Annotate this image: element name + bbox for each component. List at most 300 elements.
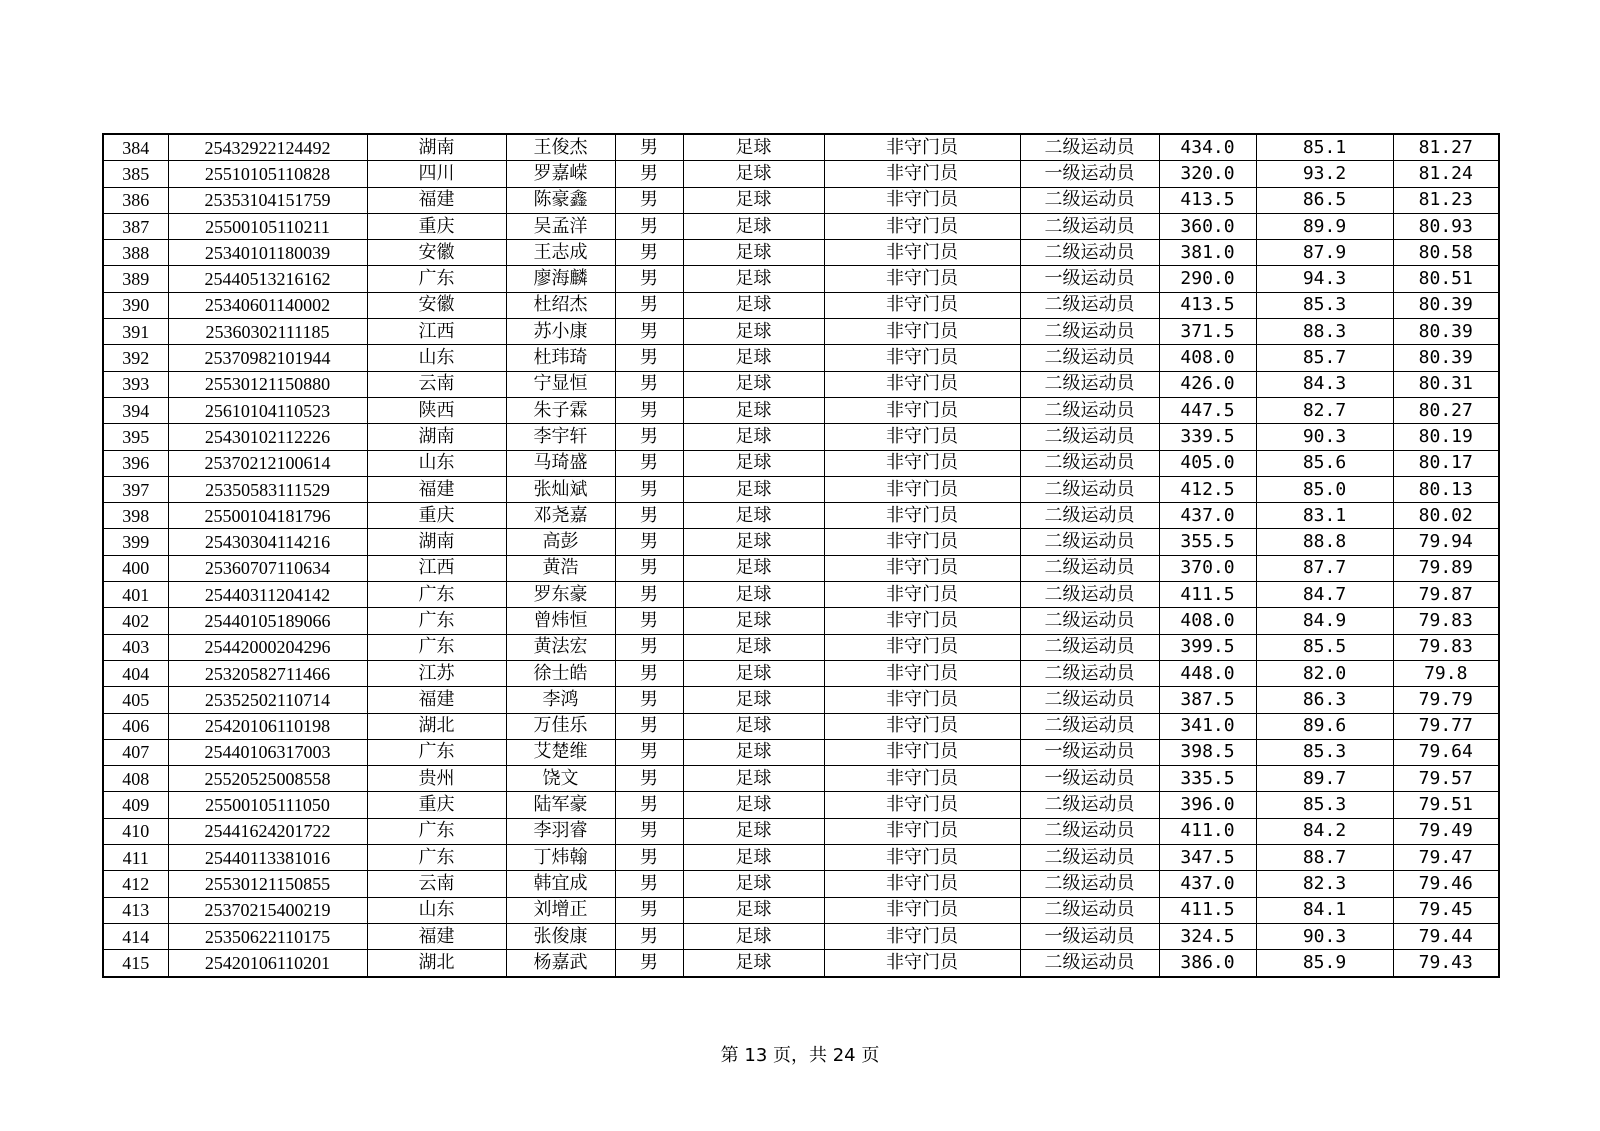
exam-id-cell: 25440311204142	[168, 582, 367, 608]
gender-cell: 男	[615, 634, 683, 660]
sport-score-cell: 84.1	[1256, 897, 1393, 923]
position-cell: 非守门员	[824, 845, 1020, 871]
exam-id-cell: 25530121150880	[168, 371, 367, 397]
table-row	[103, 871, 1499, 897]
province-cell: 安徽	[367, 240, 506, 266]
sport-score-cell: 82.0	[1256, 660, 1393, 686]
row-number-cell: 385	[103, 161, 168, 187]
exam-id-cell: 25500104181796	[168, 503, 367, 529]
gender-cell: 男	[615, 897, 683, 923]
student-name-cell: 苏小康	[506, 319, 615, 345]
sport-cell: 足球	[683, 266, 824, 292]
position-cell: 非守门员	[824, 739, 1020, 765]
total-score-cell: 79.79	[1393, 687, 1499, 713]
culture-score-cell: 341.0	[1159, 713, 1256, 739]
exam-id-cell: 25370215400219	[168, 897, 367, 923]
province-cell: 安徽	[367, 292, 506, 318]
athlete-level-cell: 二级运动员	[1020, 371, 1159, 397]
athlete-level-cell: 二级运动员	[1020, 319, 1159, 345]
culture-score-cell: 347.5	[1159, 845, 1256, 871]
sport-cell: 足球	[683, 818, 824, 844]
sport-score-cell: 85.3	[1256, 292, 1393, 318]
gender-cell: 男	[615, 134, 683, 161]
total-score-cell: 79.57	[1393, 766, 1499, 792]
student-name-cell: 艾楚维	[506, 739, 615, 765]
gender-cell: 男	[615, 345, 683, 371]
sport-score-cell: 82.7	[1256, 397, 1393, 423]
sport-score-cell: 85.9	[1256, 950, 1393, 977]
student-name-cell: 杜玮琦	[506, 345, 615, 371]
exam-id-cell: 25353104151759	[168, 187, 367, 213]
gender-cell: 男	[615, 424, 683, 450]
row-number-cell: 390	[103, 292, 168, 318]
position-cell: 非守门员	[824, 687, 1020, 713]
gender-cell: 男	[615, 503, 683, 529]
total-score-cell: 79.83	[1393, 608, 1499, 634]
student-name-cell: 朱子霖	[506, 397, 615, 423]
province-cell: 山东	[367, 345, 506, 371]
table-row	[103, 345, 1499, 371]
sport-cell: 足球	[683, 950, 824, 977]
sport-score-cell: 88.3	[1256, 319, 1393, 345]
row-number-cell: 411	[103, 845, 168, 871]
gender-cell: 男	[615, 582, 683, 608]
gender-cell: 男	[615, 818, 683, 844]
total-score-cell: 81.23	[1393, 187, 1499, 213]
gender-cell: 男	[615, 845, 683, 871]
row-number-cell: 384	[103, 134, 168, 161]
table-row	[103, 187, 1499, 213]
culture-score-cell: 335.5	[1159, 766, 1256, 792]
student-name-cell: 罗嘉嵘	[506, 161, 615, 187]
position-cell: 非守门员	[824, 476, 1020, 502]
gender-cell: 男	[615, 739, 683, 765]
gender-cell: 男	[615, 319, 683, 345]
sport-cell: 足球	[683, 634, 824, 660]
athlete-level-cell: 二级运动员	[1020, 818, 1159, 844]
gender-cell: 男	[615, 213, 683, 239]
table-row	[103, 371, 1499, 397]
sport-score-cell: 85.0	[1256, 476, 1393, 502]
province-cell: 广东	[367, 739, 506, 765]
position-cell: 非守门员	[824, 897, 1020, 923]
culture-score-cell: 413.5	[1159, 187, 1256, 213]
total-score-cell: 79.45	[1393, 897, 1499, 923]
table-row	[103, 845, 1499, 871]
table-row	[103, 503, 1499, 529]
sport-cell: 足球	[683, 739, 824, 765]
student-name-cell: 徐士皓	[506, 660, 615, 686]
culture-score-cell: 405.0	[1159, 450, 1256, 476]
total-score-cell: 79.77	[1393, 713, 1499, 739]
province-cell: 重庆	[367, 213, 506, 239]
gender-cell: 男	[615, 766, 683, 792]
position-cell: 非守门员	[824, 187, 1020, 213]
gender-cell: 男	[615, 923, 683, 949]
province-cell: 广东	[367, 845, 506, 871]
athlete-level-cell: 二级运动员	[1020, 345, 1159, 371]
position-cell: 非守门员	[824, 161, 1020, 187]
exam-id-cell: 25440113381016	[168, 845, 367, 871]
row-number-cell: 410	[103, 818, 168, 844]
exam-id-cell: 25340101180039	[168, 240, 367, 266]
position-cell: 非守门员	[824, 134, 1020, 161]
athlete-level-cell: 二级运动员	[1020, 687, 1159, 713]
row-number-cell: 412	[103, 871, 168, 897]
athlete-level-cell: 二级运动员	[1020, 897, 1159, 923]
sport-score-cell: 87.9	[1256, 240, 1393, 266]
row-number-cell: 392	[103, 345, 168, 371]
sport-cell: 足球	[683, 792, 824, 818]
province-cell: 广东	[367, 608, 506, 634]
gender-cell: 男	[615, 608, 683, 634]
table-row	[103, 766, 1499, 792]
position-cell: 非守门员	[824, 950, 1020, 977]
province-cell: 山东	[367, 450, 506, 476]
row-number-cell: 398	[103, 503, 168, 529]
exam-id-cell: 25350622110175	[168, 923, 367, 949]
row-number-cell: 391	[103, 319, 168, 345]
student-name-cell: 万佳乐	[506, 713, 615, 739]
athlete-level-cell: 二级运动员	[1020, 950, 1159, 977]
culture-score-cell: 437.0	[1159, 503, 1256, 529]
gender-cell: 男	[615, 292, 683, 318]
athlete-level-cell: 二级运动员	[1020, 713, 1159, 739]
sport-cell: 足球	[683, 555, 824, 581]
position-cell: 非守门员	[824, 792, 1020, 818]
row-number-cell: 401	[103, 582, 168, 608]
province-cell: 云南	[367, 871, 506, 897]
athlete-level-cell: 一级运动员	[1020, 266, 1159, 292]
student-name-cell: 陆军豪	[506, 792, 615, 818]
exam-id-cell: 25420106110201	[168, 950, 367, 977]
sport-cell: 足球	[683, 187, 824, 213]
student-name-cell: 黄法宏	[506, 634, 615, 660]
sport-score-cell: 93.2	[1256, 161, 1393, 187]
page-footer: 第 13 页，共 24 页	[720, 1045, 880, 1066]
exam-id-cell: 25500105110211	[168, 213, 367, 239]
total-score-cell: 80.39	[1393, 319, 1499, 345]
row-number-cell: 413	[103, 897, 168, 923]
row-number-cell: 386	[103, 187, 168, 213]
gender-cell: 男	[615, 950, 683, 977]
student-name-cell: 陈豪鑫	[506, 187, 615, 213]
position-cell: 非守门员	[824, 871, 1020, 897]
sport-score-cell: 85.1	[1256, 134, 1393, 161]
athlete-level-cell: 二级运动员	[1020, 555, 1159, 581]
results-table	[102, 133, 1500, 978]
province-cell: 重庆	[367, 503, 506, 529]
table-row	[103, 319, 1499, 345]
culture-score-cell: 396.0	[1159, 792, 1256, 818]
position-cell: 非守门员	[824, 424, 1020, 450]
table-row	[103, 897, 1499, 923]
position-cell: 非守门员	[824, 660, 1020, 686]
student-name-cell: 王俊杰	[506, 134, 615, 161]
gender-cell: 男	[615, 687, 683, 713]
sport-cell: 足球	[683, 871, 824, 897]
student-name-cell: 高彭	[506, 529, 615, 555]
culture-score-cell: 320.0	[1159, 161, 1256, 187]
row-number-cell: 393	[103, 371, 168, 397]
position-cell: 非守门员	[824, 319, 1020, 345]
culture-score-cell: 290.0	[1159, 266, 1256, 292]
culture-score-cell: 360.0	[1159, 213, 1256, 239]
table-row	[103, 134, 1499, 161]
culture-score-cell: 413.5	[1159, 292, 1256, 318]
province-cell: 福建	[367, 923, 506, 949]
total-score-cell: 79.49	[1393, 818, 1499, 844]
sport-score-cell: 89.6	[1256, 713, 1393, 739]
sport-cell: 足球	[683, 529, 824, 555]
gender-cell: 男	[615, 240, 683, 266]
sport-cell: 足球	[683, 397, 824, 423]
province-cell: 江西	[367, 319, 506, 345]
sport-cell: 足球	[683, 503, 824, 529]
row-number-cell: 395	[103, 424, 168, 450]
student-name-cell: 李羽睿	[506, 818, 615, 844]
gender-cell: 男	[615, 871, 683, 897]
row-number-cell: 403	[103, 634, 168, 660]
culture-score-cell: 426.0	[1159, 371, 1256, 397]
culture-score-cell: 370.0	[1159, 555, 1256, 581]
exam-id-cell: 25340601140002	[168, 292, 367, 318]
table-row	[103, 292, 1499, 318]
exam-id-cell: 25350583111529	[168, 476, 367, 502]
exam-id-cell: 25610104110523	[168, 397, 367, 423]
sport-score-cell: 84.7	[1256, 582, 1393, 608]
province-cell: 广东	[367, 818, 506, 844]
sport-score-cell: 94.3	[1256, 266, 1393, 292]
sport-score-cell: 88.7	[1256, 845, 1393, 871]
sport-cell: 足球	[683, 134, 824, 161]
athlete-level-cell: 一级运动员	[1020, 739, 1159, 765]
exam-id-cell: 25500105111050	[168, 792, 367, 818]
table-row	[103, 950, 1499, 977]
student-name-cell: 丁炜翰	[506, 845, 615, 871]
sport-cell: 足球	[683, 292, 824, 318]
province-cell: 贵州	[367, 766, 506, 792]
table-row	[103, 608, 1499, 634]
row-number-cell: 406	[103, 713, 168, 739]
sport-cell: 足球	[683, 766, 824, 792]
sport-cell: 足球	[683, 845, 824, 871]
total-score-cell: 80.51	[1393, 266, 1499, 292]
sport-cell: 足球	[683, 713, 824, 739]
position-cell: 非守门员	[824, 292, 1020, 318]
exam-id-cell: 25370212100614	[168, 450, 367, 476]
student-name-cell: 杨嘉武	[506, 950, 615, 977]
gender-cell: 男	[615, 187, 683, 213]
gender-cell: 男	[615, 660, 683, 686]
exam-id-cell: 25530121150855	[168, 871, 367, 897]
total-score-cell: 80.13	[1393, 476, 1499, 502]
culture-score-cell: 447.5	[1159, 397, 1256, 423]
exam-id-cell: 25360707110634	[168, 555, 367, 581]
sport-cell: 足球	[683, 319, 824, 345]
exam-id-cell: 25430304114216	[168, 529, 367, 555]
row-number-cell: 389	[103, 266, 168, 292]
gender-cell: 男	[615, 371, 683, 397]
total-score-cell: 79.87	[1393, 582, 1499, 608]
exam-id-cell: 25352502110714	[168, 687, 367, 713]
position-cell: 非守门员	[824, 371, 1020, 397]
athlete-level-cell: 二级运动员	[1020, 213, 1159, 239]
sport-score-cell: 90.3	[1256, 923, 1393, 949]
province-cell: 江西	[367, 555, 506, 581]
row-number-cell: 387	[103, 213, 168, 239]
table-row	[103, 660, 1499, 686]
total-score-cell: 80.39	[1393, 345, 1499, 371]
culture-score-cell: 411.5	[1159, 897, 1256, 923]
row-number-cell: 404	[103, 660, 168, 686]
table-row	[103, 529, 1499, 555]
province-cell: 湖北	[367, 713, 506, 739]
row-number-cell: 415	[103, 950, 168, 977]
exam-id-cell: 25510105110828	[168, 161, 367, 187]
position-cell: 非守门员	[824, 345, 1020, 371]
athlete-level-cell: 一级运动员	[1020, 766, 1159, 792]
sport-cell: 足球	[683, 371, 824, 397]
sport-score-cell: 85.3	[1256, 792, 1393, 818]
student-name-cell: 罗东豪	[506, 582, 615, 608]
athlete-level-cell: 二级运动员	[1020, 134, 1159, 161]
total-score-cell: 80.58	[1393, 240, 1499, 266]
total-score-cell: 80.19	[1393, 424, 1499, 450]
sport-score-cell: 85.6	[1256, 450, 1393, 476]
exam-id-cell: 25440513216162	[168, 266, 367, 292]
student-name-cell: 吴孟洋	[506, 213, 615, 239]
row-number-cell: 402	[103, 608, 168, 634]
athlete-level-cell: 二级运动员	[1020, 582, 1159, 608]
table-row	[103, 582, 1499, 608]
sport-cell: 足球	[683, 213, 824, 239]
sport-score-cell: 85.3	[1256, 739, 1393, 765]
student-name-cell: 张灿斌	[506, 476, 615, 502]
gender-cell: 男	[615, 266, 683, 292]
culture-score-cell: 324.5	[1159, 923, 1256, 949]
total-score-cell: 81.24	[1393, 161, 1499, 187]
student-name-cell: 韩宜成	[506, 871, 615, 897]
province-cell: 四川	[367, 161, 506, 187]
exam-id-cell: 25430102112226	[168, 424, 367, 450]
total-score-cell: 79.47	[1393, 845, 1499, 871]
gender-cell: 男	[615, 476, 683, 502]
culture-score-cell: 386.0	[1159, 950, 1256, 977]
culture-score-cell: 398.5	[1159, 739, 1256, 765]
student-name-cell: 宁显恒	[506, 371, 615, 397]
gender-cell: 男	[615, 397, 683, 423]
student-name-cell: 杜绍杰	[506, 292, 615, 318]
exam-id-cell: 25360302111185	[168, 319, 367, 345]
student-name-cell: 饶文	[506, 766, 615, 792]
row-number-cell: 399	[103, 529, 168, 555]
row-number-cell: 409	[103, 792, 168, 818]
culture-score-cell: 437.0	[1159, 871, 1256, 897]
exam-id-cell: 25520525008558	[168, 766, 367, 792]
row-number-cell: 394	[103, 397, 168, 423]
gender-cell: 男	[615, 713, 683, 739]
position-cell: 非守门员	[824, 266, 1020, 292]
athlete-level-cell: 二级运动员	[1020, 845, 1159, 871]
exam-id-cell: 25370982101944	[168, 345, 367, 371]
student-name-cell: 马琦盛	[506, 450, 615, 476]
athlete-level-cell: 二级运动员	[1020, 792, 1159, 818]
sport-score-cell: 84.3	[1256, 371, 1393, 397]
student-name-cell: 李宇轩	[506, 424, 615, 450]
table-row	[103, 476, 1499, 502]
gender-cell: 男	[615, 792, 683, 818]
sport-score-cell: 88.8	[1256, 529, 1393, 555]
row-number-cell: 414	[103, 923, 168, 949]
total-score-cell: 80.27	[1393, 397, 1499, 423]
sport-cell: 足球	[683, 424, 824, 450]
exam-id-cell: 25442000204296	[168, 634, 367, 660]
province-cell: 重庆	[367, 792, 506, 818]
total-score-cell: 81.27	[1393, 134, 1499, 161]
athlete-level-cell: 二级运动员	[1020, 476, 1159, 502]
exam-id-cell: 25441624201722	[168, 818, 367, 844]
athlete-level-cell: 二级运动员	[1020, 187, 1159, 213]
sport-score-cell: 84.9	[1256, 608, 1393, 634]
athlete-level-cell: 一级运动员	[1020, 923, 1159, 949]
culture-score-cell: 411.0	[1159, 818, 1256, 844]
total-score-cell: 79.46	[1393, 871, 1499, 897]
athlete-level-cell: 二级运动员	[1020, 240, 1159, 266]
total-score-cell: 80.93	[1393, 213, 1499, 239]
table-row	[103, 450, 1499, 476]
culture-score-cell: 448.0	[1159, 660, 1256, 686]
table-row	[103, 213, 1499, 239]
sport-cell: 足球	[683, 923, 824, 949]
province-cell: 福建	[367, 476, 506, 502]
province-cell: 广东	[367, 634, 506, 660]
culture-score-cell: 355.5	[1159, 529, 1256, 555]
province-cell: 福建	[367, 187, 506, 213]
sport-score-cell: 82.3	[1256, 871, 1393, 897]
province-cell: 广东	[367, 266, 506, 292]
position-cell: 非守门员	[824, 582, 1020, 608]
table-row	[103, 266, 1499, 292]
total-score-cell: 79.8	[1393, 660, 1499, 686]
sport-score-cell: 89.9	[1256, 213, 1393, 239]
culture-score-cell: 434.0	[1159, 134, 1256, 161]
student-name-cell: 王志成	[506, 240, 615, 266]
athlete-level-cell: 二级运动员	[1020, 397, 1159, 423]
row-number-cell: 397	[103, 476, 168, 502]
culture-score-cell: 408.0	[1159, 608, 1256, 634]
position-cell: 非守门员	[824, 766, 1020, 792]
student-name-cell: 廖海麟	[506, 266, 615, 292]
athlete-level-cell: 二级运动员	[1020, 450, 1159, 476]
total-score-cell: 79.44	[1393, 923, 1499, 949]
athlete-level-cell: 一级运动员	[1020, 161, 1159, 187]
athlete-level-cell: 二级运动员	[1020, 292, 1159, 318]
sport-cell: 足球	[683, 345, 824, 371]
student-name-cell: 曾炜恒	[506, 608, 615, 634]
exam-id-cell: 25440106317003	[168, 739, 367, 765]
row-number-cell: 400	[103, 555, 168, 581]
culture-score-cell: 411.5	[1159, 582, 1256, 608]
sport-cell: 足球	[683, 240, 824, 266]
position-cell: 非守门员	[824, 450, 1020, 476]
culture-score-cell: 387.5	[1159, 687, 1256, 713]
exam-id-cell: 25420106110198	[168, 713, 367, 739]
table-body	[103, 134, 1499, 977]
row-number-cell: 405	[103, 687, 168, 713]
row-number-cell: 408	[103, 766, 168, 792]
table-row	[103, 713, 1499, 739]
